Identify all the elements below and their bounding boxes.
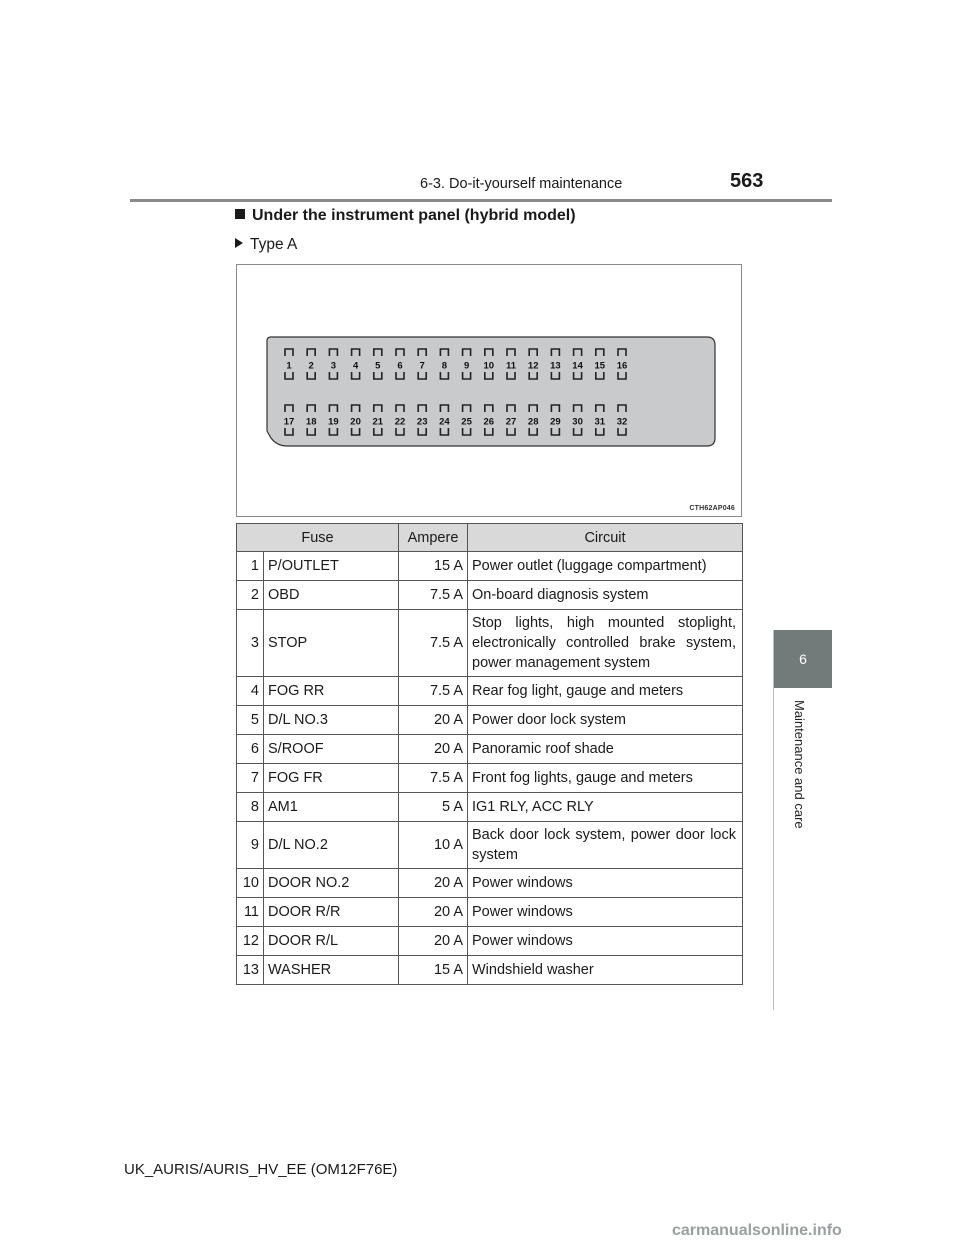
fuse-circuit: Windshield washer <box>468 956 743 985</box>
table-header-row <box>237 524 743 552</box>
fuse-circuit: Power windows <box>468 869 743 898</box>
fuse-number: 13 <box>237 956 264 985</box>
section-heading-text: Under the instrument panel (hybrid model) <box>252 207 576 224</box>
fuse-ampere: 7.5 A <box>399 764 468 793</box>
fuse-slot-label: 16 <box>616 360 628 372</box>
fuse-name: DOOR R/R <box>264 898 399 927</box>
header-ampere: Ampere <box>399 524 468 552</box>
subheading <box>235 236 297 254</box>
fuse-number: 6 <box>237 735 264 764</box>
section-title: 6-3. Do-it-yourself maintenance <box>420 176 623 192</box>
fuse-slot-label: 28 <box>527 416 539 428</box>
fuse-slot-label: 17 <box>283 416 295 428</box>
table-row <box>237 956 743 985</box>
table-row <box>237 735 743 764</box>
fuse-box-outline <box>267 337 715 446</box>
fuse-slot-label: 15 <box>594 360 606 372</box>
fuse-slot-label: 1 <box>286 360 292 372</box>
fuse-slot-label: 11 <box>505 360 517 372</box>
chapter-label: Maintenance and care <box>792 700 807 829</box>
fuse-ampere: 20 A <box>399 927 468 956</box>
fuse-slot-label: 13 <box>550 360 561 372</box>
fuse-number: 10 <box>237 869 264 898</box>
chapter-tab[interactable]: 6 <box>774 630 832 688</box>
fuse-slot-label: 4 <box>352 360 359 372</box>
header-circuit: Circuit <box>468 524 743 552</box>
fuse-slot-label: 7 <box>419 360 425 372</box>
fuse-name: D/L NO.2 <box>264 822 399 869</box>
fuse-slot-label: 10 <box>483 360 495 372</box>
fuse-number: 3 <box>237 610 264 677</box>
fuse-slot-label: 21 <box>372 416 384 428</box>
fuse-number: 9 <box>237 822 264 869</box>
fuse-circuit: Panoramic roof shade <box>468 735 743 764</box>
header-rule <box>130 199 832 202</box>
table-row <box>237 677 743 706</box>
fuse-circuit: Rear fog light, gauge and meters <box>468 677 743 706</box>
fuse-number: 4 <box>237 677 264 706</box>
fuse-name: FOG FR <box>264 764 399 793</box>
table-row <box>237 793 743 822</box>
footer-model-code: UK_AURIS/AURIS_HV_EE (OM12F76E) <box>124 1161 398 1178</box>
fuse-number: 11 <box>237 898 264 927</box>
fuse-slot-label: 29 <box>550 416 561 428</box>
fuse-slot-label: 24 <box>439 416 450 428</box>
fuse-ampere: 7.5 A <box>399 581 468 610</box>
fuse-circuit: On-board diagnosis system <box>468 581 743 610</box>
fuse-circuit: Front fog lights, gauge and meters <box>468 764 743 793</box>
fuse-slot-label: 18 <box>305 416 317 428</box>
table-row <box>237 610 743 677</box>
fuse-slot-label: 8 <box>441 360 448 372</box>
fuse-name: WASHER <box>264 956 399 985</box>
fuse-name: STOP <box>264 610 399 677</box>
fuse-ampere: 20 A <box>399 898 468 927</box>
fuse-ampere: 10 A <box>399 822 468 869</box>
header-fuse: Fuse <box>237 524 399 552</box>
section-heading <box>235 207 576 225</box>
fuse-slot-label: 23 <box>416 416 428 428</box>
fuse-name: OBD <box>264 581 399 610</box>
fuse-circuit: Power windows <box>468 927 743 956</box>
fuse-slot-label: 14 <box>572 360 583 372</box>
fuse-box-diagram <box>237 265 741 516</box>
fuse-slot-label: 27 <box>505 416 517 428</box>
fuse-ampere: 7.5 A <box>399 677 468 706</box>
fuse-ampere: 15 A <box>399 956 468 985</box>
fuse-slot-label: 6 <box>397 360 403 372</box>
fuse-circuit: IG1 RLY, ACC RLY <box>468 793 743 822</box>
triangle-bullet-icon <box>235 238 243 248</box>
fuse-slot-label: 12 <box>527 360 539 372</box>
fuse-ampere: 20 A <box>399 869 468 898</box>
fuse-ampere: 20 A <box>399 706 468 735</box>
fuse-ampere: 5 A <box>399 793 468 822</box>
fuse-slot-label: 2 <box>308 360 314 372</box>
fuse-number: 5 <box>237 706 264 735</box>
fuse-slot-label: 5 <box>375 360 381 372</box>
fuse-number: 2 <box>237 581 264 610</box>
fuse-name: AM1 <box>264 793 399 822</box>
table-row <box>237 706 743 735</box>
fuse-name: P/OUTLET <box>264 552 399 581</box>
fuse-name: DOOR R/L <box>264 927 399 956</box>
fuse-slot-label: 30 <box>572 416 583 428</box>
fuse-name: DOOR NO.2 <box>264 869 399 898</box>
fuse-slot-label: 20 <box>350 416 361 428</box>
fuse-slot-label: 19 <box>328 416 339 428</box>
fuse-slot-label: 9 <box>463 360 470 372</box>
subheading-text: Type A <box>250 236 298 253</box>
fuse-slot-label: 3 <box>330 360 337 372</box>
page-number: 563 <box>730 170 764 192</box>
fuse-slot-label: 22 <box>394 416 406 428</box>
table-row <box>237 898 743 927</box>
fuse-box-figure <box>236 264 742 517</box>
fuse-circuit: Back door lock system, power door lock system <box>468 822 743 869</box>
fuse-number: 7 <box>237 764 264 793</box>
fuse-slot-label: 25 <box>461 416 472 428</box>
table-row <box>237 822 743 869</box>
fuse-number: 8 <box>237 793 264 822</box>
table-row <box>237 869 743 898</box>
fuse-slot-label: 26 <box>483 416 495 428</box>
table-row <box>237 552 743 581</box>
fuse-ampere: 15 A <box>399 552 468 581</box>
fuse-ampere: 20 A <box>399 735 468 764</box>
fuse-name: FOG RR <box>264 677 399 706</box>
fuse-slot-label: 32 <box>616 416 628 428</box>
table-row <box>237 764 743 793</box>
figure-code: CTH62AP046 <box>689 505 735 512</box>
fuse-circuit: Stop lights, high mounted stoplight, electronically controlled brake system, power management system <box>468 610 743 677</box>
fuse-circuit: Power windows <box>468 898 743 927</box>
fuse-number: 12 <box>237 927 264 956</box>
fuse-name: D/L NO.3 <box>264 706 399 735</box>
fuse-table <box>236 523 743 985</box>
fuse-name: S/ROOF <box>264 735 399 764</box>
square-bullet-icon <box>235 209 245 219</box>
fuse-circuit: Power outlet (luggage compartment) <box>468 552 743 581</box>
fuse-ampere: 7.5 A <box>399 610 468 677</box>
fuse-number: 1 <box>237 552 264 581</box>
table-row <box>237 927 743 956</box>
fuse-circuit: Power door lock system <box>468 706 743 735</box>
fuse-slot-label: 31 <box>594 416 606 428</box>
table-row <box>237 581 743 610</box>
watermark: carmanualsonline.info <box>672 1222 842 1239</box>
